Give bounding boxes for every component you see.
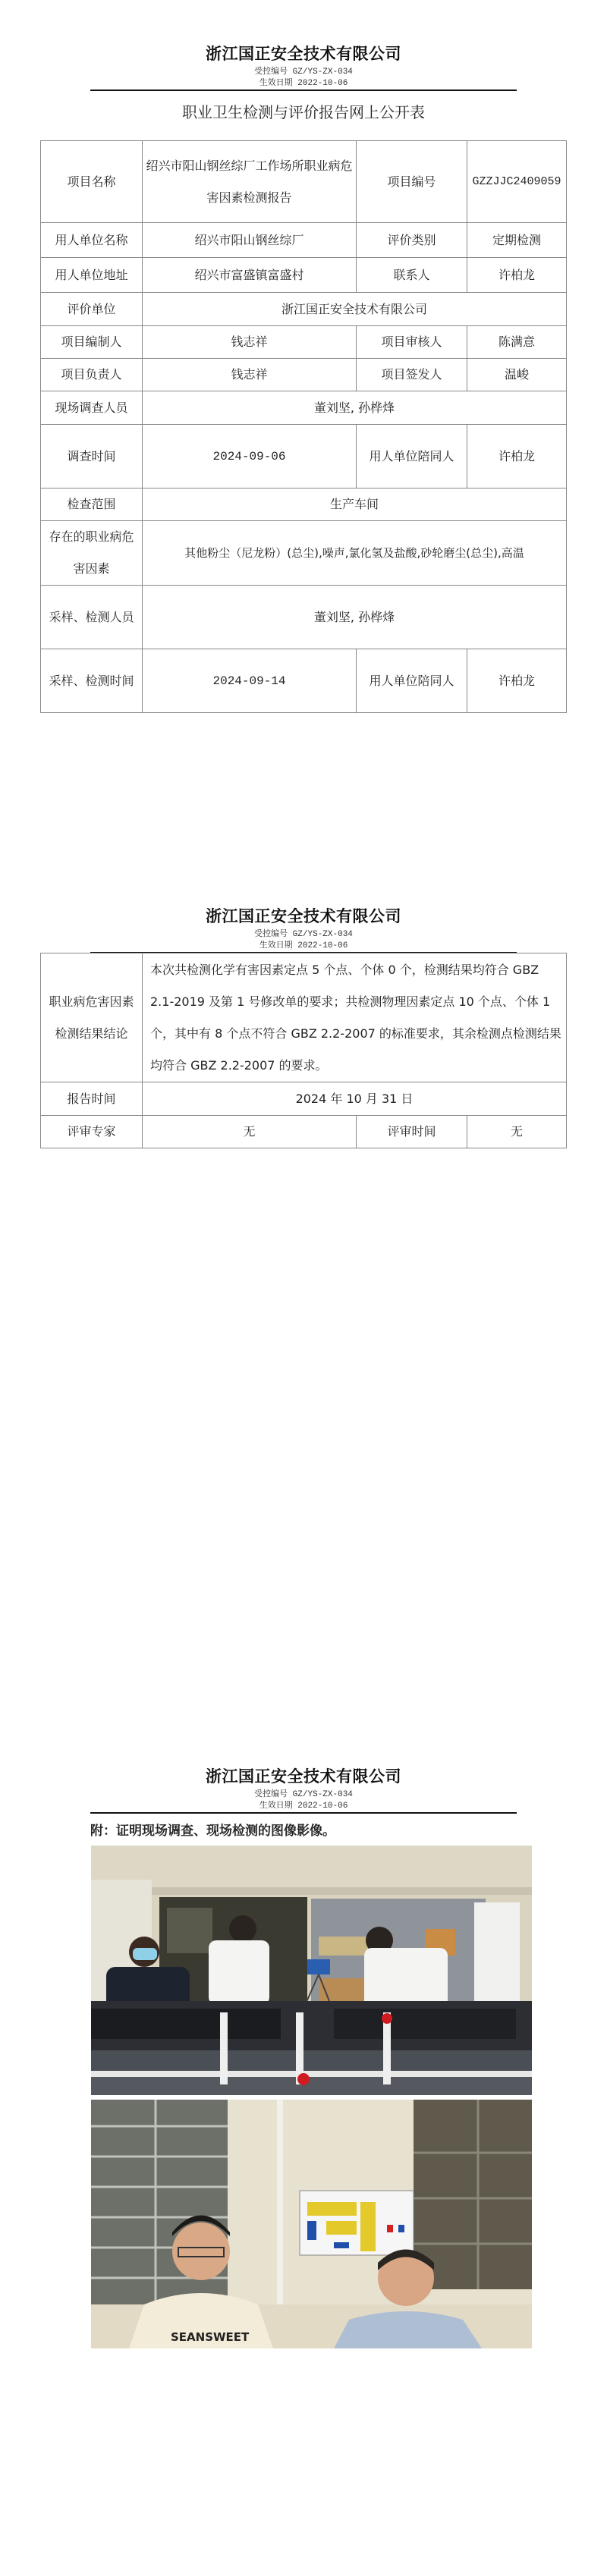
table-row — [41, 326, 567, 359]
employer-name-label: 用人单位名称 — [41, 223, 143, 258]
eval-unit-label: 评价单位 — [41, 293, 143, 326]
company-name: 浙江国正安全技术有限公司 — [206, 1767, 401, 1786]
reviewer-value: 陈满意 — [467, 326, 567, 359]
employer-name-value: 绍兴市阳山钢丝综厂 — [143, 223, 357, 258]
eval-type-value: 定期检测 — [467, 223, 567, 258]
issuer-label: 项目签发人 — [357, 359, 467, 391]
table-row — [41, 1082, 567, 1116]
table-row — [41, 223, 567, 258]
header-rule — [90, 1812, 517, 1814]
hazards-value: 其他粉尘（尼龙粉）(总尘),噪声,氯化氢及盐酸,砂轮磨尘(总尘),高温 — [143, 521, 567, 586]
effective-date: 生效日期 2022-10-06 — [259, 1802, 348, 1811]
review-time-label: 评审时间 — [357, 1116, 467, 1148]
samplers-label: 采样、检测人员 — [41, 586, 143, 649]
compiler-value: 钱志祥 — [143, 326, 357, 359]
expert-value: 无 — [143, 1116, 357, 1148]
expert-label: 评审专家 — [41, 1116, 143, 1148]
header-rule — [90, 90, 517, 91]
leader-value: 钱志祥 — [143, 359, 357, 391]
table-row — [41, 425, 567, 488]
project-name-label: 项目名称 — [41, 141, 143, 223]
svg-text:SEANSWEET: SEANSWEET — [171, 2330, 250, 2344]
report-time-label: 报告时间 — [41, 1082, 143, 1116]
compiler-label: 项目编制人 — [41, 326, 143, 359]
control-number: 受控编号 GZ/YS-ZX-034 — [254, 1790, 353, 1799]
table-row — [41, 586, 567, 649]
accompany2-value: 许柏龙 — [467, 649, 567, 713]
company-name: 浙江国正安全技术有限公司 — [206, 45, 401, 63]
project-name-value: 绍兴市阳山钢丝综厂工作场所职业病危害因素检测报告 — [143, 141, 357, 223]
table-row — [41, 141, 567, 223]
hazards-label: 存在的职业病危害因素 — [41, 521, 143, 586]
table-row — [41, 258, 567, 293]
accompany-value: 许柏龙 — [467, 425, 567, 488]
investigators-label: 现场调查人员 — [41, 391, 143, 425]
table-row — [41, 1116, 567, 1148]
table-row — [41, 521, 567, 586]
table-row — [41, 293, 567, 326]
conclusion-label: 职业病危害因素检测结果结论 — [41, 953, 143, 1082]
company-name: 浙江国正安全技术有限公司 — [206, 907, 401, 925]
contact-value: 许柏龙 — [467, 258, 567, 293]
eval-type-label: 评价类别 — [357, 223, 467, 258]
leader-label: 项目负责人 — [41, 359, 143, 391]
control-number: 受控编号 GZ/YS-ZX-034 — [254, 68, 353, 77]
employer-addr-label: 用人单位地址 — [41, 258, 143, 293]
issuer-value: 温峻 — [467, 359, 567, 391]
effective-date: 生效日期 2022-10-06 — [259, 941, 348, 950]
scope-value: 生产车间 — [143, 488, 567, 521]
project-no-value: GZZJJC2409059 — [467, 141, 567, 223]
table-row — [41, 359, 567, 391]
survey-time-value: 2024-09-06 — [143, 425, 357, 488]
eval-unit-value: 浙江国正安全技术有限公司 — [143, 293, 567, 326]
investigators-value: 董刘坚, 孙桦烽 — [143, 391, 567, 425]
attachment-title: 附：证明现场调查、现场检测的图像影像。 — [90, 1824, 335, 1839]
effective-date: 生效日期 2022-10-06 — [259, 79, 348, 88]
report-time-value: 2024 年 10 月 31 日 — [143, 1082, 567, 1116]
survey-time-label: 调查时间 — [41, 425, 143, 488]
review-time-value: 无 — [467, 1116, 567, 1148]
employer-addr-value: 绍兴市富盛镇富盛村 — [143, 258, 357, 293]
site-survey-photo — [91, 1846, 532, 2095]
contact-label: 联系人 — [357, 258, 467, 293]
table-row — [41, 649, 567, 713]
accompany-label: 用人单位陪同人 — [357, 425, 467, 488]
samplers-value: 董刘坚, 孙桦烽 — [143, 586, 567, 649]
table-row — [41, 488, 567, 521]
document-title: 职业卫生检测与评价报告网上公开表 — [182, 103, 425, 121]
sample-time-value: 2024-09-14 — [143, 649, 357, 713]
scope-label: 检查范围 — [41, 488, 143, 521]
accompany2-label: 用人单位陪同人 — [357, 649, 467, 713]
site-testing-photo — [91, 2100, 532, 2348]
conclusion-table — [40, 953, 567, 1148]
conclusion-value: 本次共检测化学有害因素定点 5 个点、个体 0 个，检测结果均符合 GBZ 2.1-2019 及第 1 号修改单的要求；共检测物理因素定点 10 个点、个体 1 个，其中有 8 个点不符合 GBZ 2.2-2007 的标准要求，其余检测点检测结果均符合 GBZ 2.2-2007 的要求。 — [143, 953, 567, 1082]
report-info-table — [40, 140, 567, 713]
project-no-label: 项目编号 — [357, 141, 467, 223]
reviewer-label: 项目审核人 — [357, 326, 467, 359]
sample-time-label: 采样、检测时间 — [41, 649, 143, 713]
table-row — [41, 953, 567, 1082]
control-number: 受控编号 GZ/YS-ZX-034 — [254, 930, 353, 939]
table-row — [41, 391, 567, 425]
